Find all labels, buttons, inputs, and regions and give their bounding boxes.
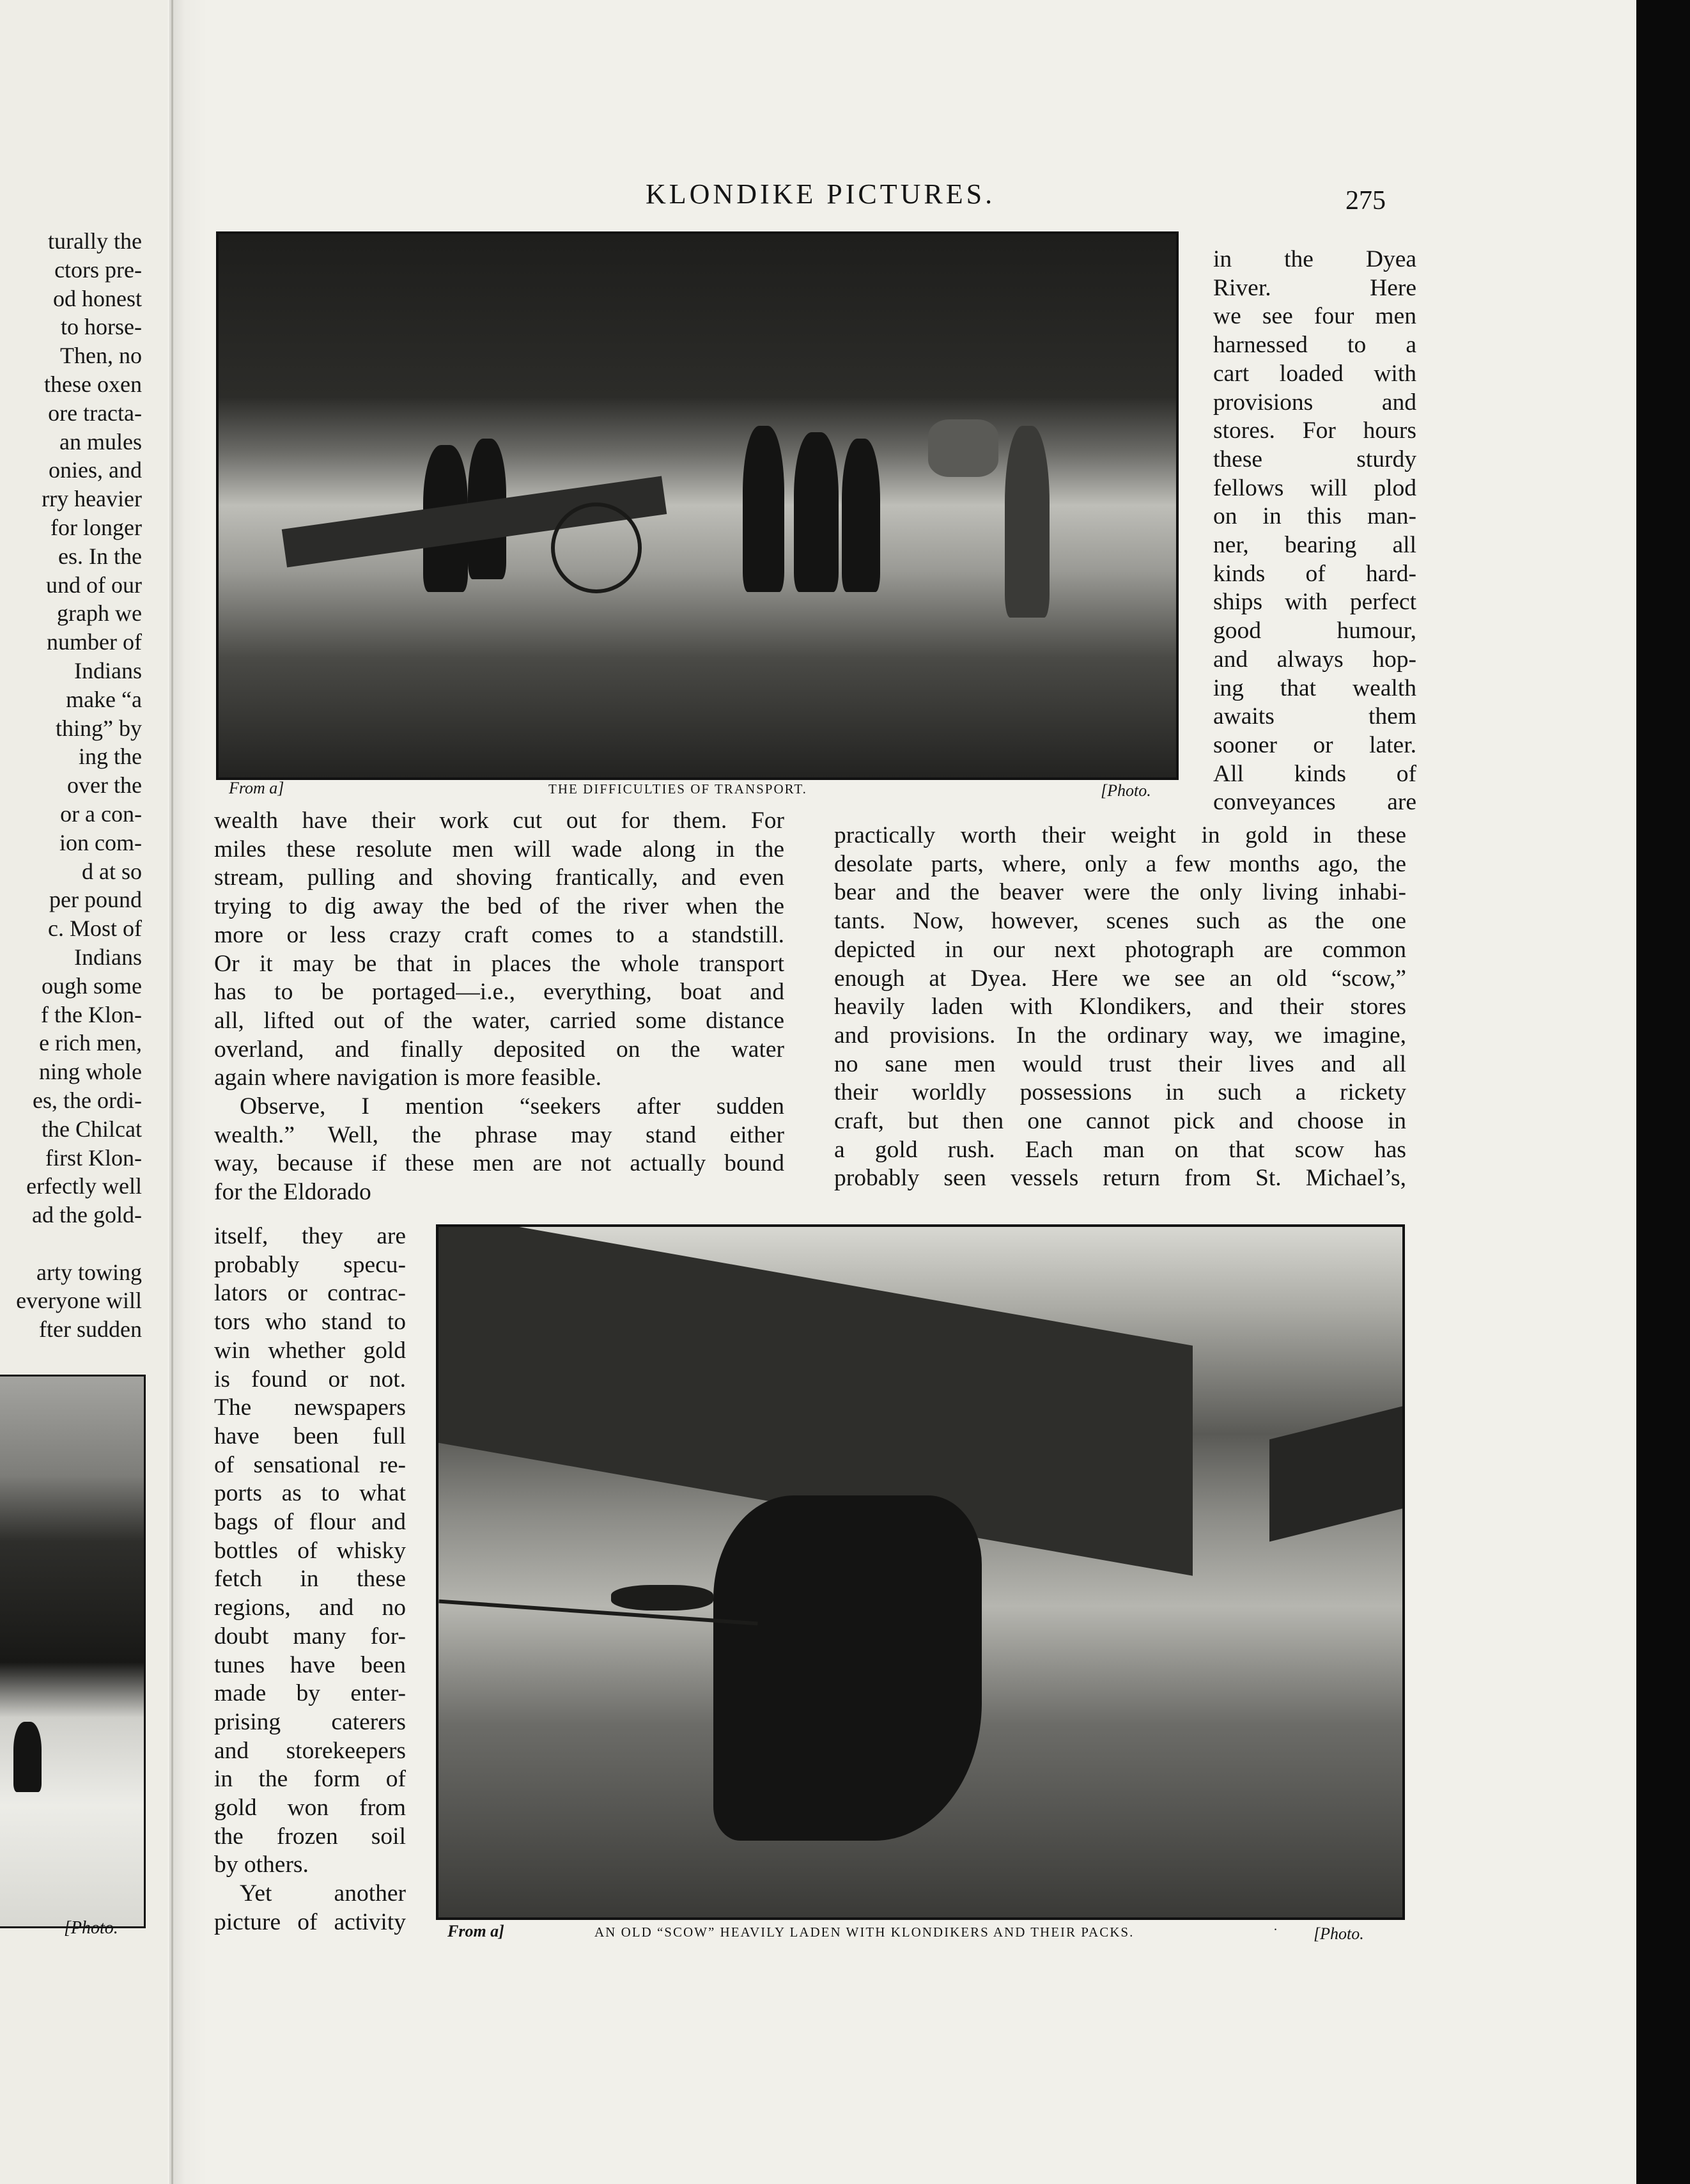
left-page-photo: [0, 1375, 146, 1928]
left-page-line: [0, 1229, 142, 1258]
text-line: tors who stand to: [214, 1309, 406, 1336]
left-page-text: [0, 227, 142, 1344]
text-line: again where navigation is more feasible.: [214, 1065, 602, 1091]
text-line: craft, but then one cannot pick and choose in: [834, 1108, 1406, 1135]
figure2-credit-left: From a]: [447, 1922, 504, 1940]
text-line: a gold rush. Each man on that scow has: [834, 1136, 1406, 1163]
text-line: have been full: [214, 1423, 406, 1449]
left-page-line: Indians: [74, 944, 142, 970]
text-line: on in this man-: [1213, 503, 1416, 530]
text-line: doubt many for-: [214, 1623, 406, 1650]
text-line: fetch in these: [214, 1566, 406, 1593]
text-line: stores. For hours: [1213, 417, 1416, 444]
left-page-line: ore tracta-: [48, 400, 142, 426]
text-line: and storekeepers: [214, 1737, 406, 1764]
text-line: itself, they are: [214, 1223, 406, 1249]
text-line: cart loaded with: [1213, 360, 1416, 387]
left-page-line: ion com-: [59, 829, 142, 855]
running-header: KLONDIKE PICTURES.: [646, 178, 996, 210]
left-page-line: erfectly well: [26, 1173, 142, 1199]
left-page-line: everyone will: [16, 1288, 142, 1314]
left-photo-credit: [Photo.: [64, 1918, 118, 1938]
left-page-fragment: [0, 0, 167, 2184]
left-page-line: an mules: [59, 428, 142, 455]
text-line: ner, bearing all: [1213, 532, 1416, 559]
text-line: prising caterers: [214, 1708, 406, 1735]
figure1-credit-right: [Photo.: [1101, 781, 1151, 800]
text-line: sooner or later.: [1213, 731, 1416, 758]
text-narrow-right: [1213, 246, 1416, 817]
text-line: by others.: [214, 1852, 309, 1878]
text-line: no sane men would trust their lives and all: [834, 1050, 1406, 1077]
text-line: desolate parts, where, only a few months ago, the: [834, 850, 1406, 877]
left-page-line: per pound: [49, 887, 142, 913]
left-page-line: number of: [47, 629, 142, 655]
text-col1-narrow: [214, 1222, 406, 1937]
text-line: and always hop-: [1213, 646, 1416, 673]
gutter-shadow: [169, 0, 208, 2184]
text-line: River. Here: [1213, 274, 1416, 301]
left-page-line: ctors pre-: [54, 256, 142, 283]
text-line: heavily laden with Klondikers, and their stores: [834, 994, 1406, 1020]
text-line: has to be portaged—i.e., everything, boat and: [214, 979, 784, 1006]
text-line: the frozen soil: [214, 1823, 406, 1850]
text-line: bags of flour and: [214, 1509, 406, 1536]
left-page-line: e rich men,: [39, 1030, 142, 1056]
text-line: Or it may be that in places the whole transport: [214, 950, 784, 977]
text-line: miles these resolute men will wade along in the: [214, 836, 784, 862]
left-page-line: over the: [67, 772, 142, 799]
text-line: The newspapers: [214, 1394, 406, 1421]
text-line: for the Eldorado: [214, 1179, 371, 1206]
page-edge: [171, 0, 173, 2184]
text-col2: [834, 822, 1406, 1193]
text-line: conveyances are: [1213, 789, 1416, 816]
left-page-line: thing” by: [56, 715, 142, 741]
left-page-line: d at so: [82, 858, 142, 884]
left-page-line: onies, and: [49, 457, 142, 483]
left-page-line: graph we: [57, 600, 142, 627]
text-line: good humour,: [1213, 618, 1416, 644]
left-page-line: f the Klon-: [41, 1001, 142, 1027]
left-page-line: rry heavier: [42, 486, 142, 512]
figure2-bullet: ·: [1273, 1922, 1279, 1937]
left-page-line: turally the: [48, 228, 142, 254]
text-line: picture of activity: [214, 1908, 406, 1935]
text-line: win whether gold: [214, 1337, 406, 1364]
left-page-line: arty towing: [36, 1259, 142, 1285]
scow-photo: [436, 1224, 1405, 1920]
text-line: Observe, I mention “seekers after sudden: [240, 1093, 784, 1120]
left-page-line: ing the: [79, 744, 142, 770]
left-page-line: Indians: [74, 657, 142, 683]
text-line: provisions and: [1213, 389, 1416, 416]
text-line: ships with perfect: [1213, 589, 1416, 616]
left-page-line: first Klon-: [45, 1144, 142, 1171]
text-line: regions, and no: [214, 1595, 406, 1621]
page-number: 275: [1345, 186, 1386, 215]
text-line: bear and the beaver were the only living inhabi-: [834, 879, 1406, 906]
text-line: bottles of whisky: [214, 1537, 406, 1564]
text-line: in the form of: [214, 1766, 406, 1793]
left-page-line: ough some: [42, 972, 142, 999]
text-line: trying to dig away the bed of the river when the: [214, 893, 784, 920]
text-line: enough at Dyea. Here we see an old “scow,”: [834, 965, 1406, 992]
left-page-line: to horse-: [61, 314, 142, 340]
text-line: wealth have their work cut out for them. For: [214, 807, 784, 834]
text-line: more or less crazy craft comes to a standstill.: [214, 921, 784, 948]
text-line: kinds of hard-: [1213, 560, 1416, 587]
transport-photo: [216, 231, 1179, 780]
text-line: harnessed to a: [1213, 332, 1416, 359]
left-page-line: or a con-: [60, 800, 142, 827]
left-page-line: es, the ordi-: [33, 1087, 142, 1113]
text-line: tants. Now, however, scenes such as the one: [834, 908, 1406, 935]
text-line: ing that wealth: [1213, 675, 1416, 701]
text-line: way, because if these men are not actually bound: [214, 1150, 784, 1177]
text-line: All kinds of: [1213, 760, 1416, 787]
text-line: ports as to what: [214, 1480, 406, 1507]
figure1-credit-left: From a]: [229, 779, 284, 797]
text-line: practically worth their weight in gold in these: [834, 822, 1406, 848]
left-page-line: these oxen: [44, 371, 142, 397]
text-line: made by enter-: [214, 1680, 406, 1707]
text-line: depicted in our next photograph are common: [834, 936, 1406, 963]
left-page-line: for longer: [50, 514, 142, 540]
text-line: all, lifted out of the water, carried some distance: [214, 1007, 784, 1034]
text-line: tunes have been: [214, 1651, 406, 1678]
left-page-line: fter sudden: [39, 1316, 142, 1343]
left-page-line: und of our: [46, 572, 142, 598]
text-line: in the Dyea: [1213, 246, 1416, 272]
left-page-line: ad the gold-: [32, 1202, 142, 1228]
text-line: is found or not.: [214, 1366, 406, 1392]
text-line: awaits them: [1213, 703, 1416, 730]
left-page-line: Then, no: [60, 343, 142, 369]
text-line: lators or contrac-: [214, 1280, 406, 1307]
text-line: of sensational re-: [214, 1451, 406, 1478]
left-page-line: od honest: [53, 285, 142, 311]
left-page-line: es. In the: [58, 543, 142, 569]
text-line: stream, pulling and shoving frantically, and even: [214, 864, 784, 891]
text-line: overland, and finally deposited on the water: [214, 1036, 784, 1063]
figure2-caption: AN OLD “SCOW” HEAVILY LADEN WITH KLONDIKERS AND THEIR PACKS.: [594, 1924, 1135, 1940]
left-page-line: c. Most of: [48, 916, 142, 942]
figure2-credit-right: [Photo.: [1314, 1924, 1364, 1943]
text-line: their worldly possessions in such a rickety: [834, 1079, 1406, 1106]
text-line: probably seen vessels return from St. Michael’s,: [834, 1165, 1406, 1192]
left-page-line: the Chilcat: [42, 1116, 142, 1142]
left-page-line: make “a: [66, 686, 142, 712]
text-line: wealth.” Well, the phrase may stand either: [214, 1121, 784, 1148]
text-line: probably specu-: [214, 1251, 406, 1278]
text-line: Yet another: [240, 1880, 406, 1907]
text-col1: [214, 807, 784, 1207]
text-line: gold won from: [214, 1795, 406, 1821]
figure1-caption: THE DIFFICULTIES OF TRANSPORT.: [548, 781, 807, 797]
text-line: these sturdy: [1213, 446, 1416, 472]
left-page-line: ning whole: [39, 1059, 142, 1085]
text-line: fellows will plod: [1213, 474, 1416, 501]
text-line: we see four men: [1213, 303, 1416, 330]
text-line: and provisions. In the ordinary way, we imagine,: [834, 1022, 1406, 1049]
